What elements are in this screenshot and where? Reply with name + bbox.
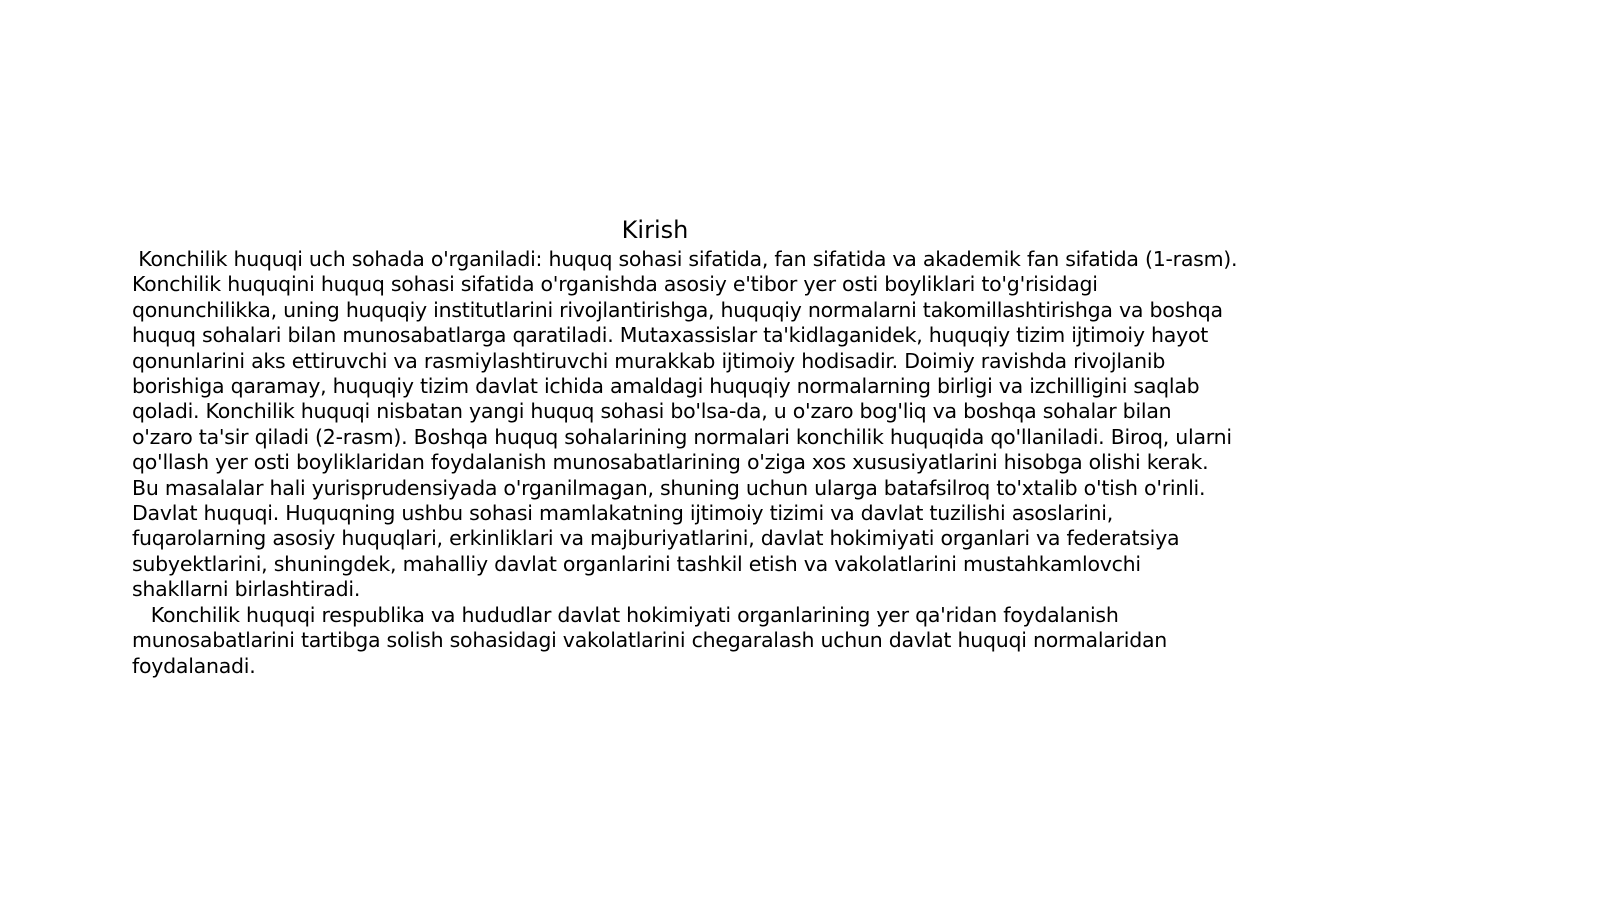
text-line: Konchilik huquqi uch sohada o'rganiladi: huquq sohasi sifatida, fan sifatida va akademik fan sifatida (1-rasm). <box>132 247 1238 271</box>
text-line: foydalanadi. <box>132 653 256 678</box>
text-line: borishiga qaramay, huquqiy tizim davlat ichida amaldagi huquqiy normalarning birligi va izchilligini saqlab <box>132 374 1200 399</box>
document-title: Kirish <box>621 216 689 244</box>
text-line: shakllarni birlashtiradi. <box>132 577 361 602</box>
text-line: subyektlarini, shuningdek, mahalliy davlat organlarini tashkil etish va vakolatlarini mustahkamlovchi <box>132 551 1141 576</box>
text-line: fuqarolarning asosiy huquqlari, erkinliklari va majburiyatlarini, davlat hokimiyati organlari va federatsiya <box>132 526 1180 551</box>
text-line: qonunlarini aks ettiruvchi va rasmiylashtiruvchi murakkab ijtimoiy hodisadir. Doimiy ravishda rivojlanib <box>132 348 1166 373</box>
text-line: Konchilik huquqi respublika va hududlar davlat hokimiyati organlarining yer qa'ridan foydalanish <box>132 602 1119 627</box>
text-line: Konchilik huquqini huquq sohasi sifatida o'rganishda asosiy e'tibor yer osti boyliklari to'g'risidagi <box>132 272 1098 297</box>
text-line: Davlat huquqi. Huquqning ushbu sohasi mamlakatning ijtimoiy tizimi va davlat tuzilishi asoslarini, <box>132 501 1113 526</box>
document-body <box>132 247 1352 679</box>
text-line: o'zaro ta'sir qiladi (2-rasm). Boshqa huquq sohalarining normalari konchilik huquqida qo'llaniladi. Biroq, ularni <box>132 424 1232 449</box>
text-line: qo'llash yer osti boyliklaridan foydalanish munosabatlarining o'ziga xos xususiyatlarini hisobga olishi kerak. <box>132 450 1209 475</box>
text-line: qoladi. Konchilik huquqi nisbatan yangi huquq sohasi bo'lsa-da, u o'zaro bog'liq va boshqa sohalar bilan <box>132 399 1172 424</box>
text-line: huquq sohalari bilan munosabatlarga qaratiladi. Mutaxassislar ta'kidlaganidek, huquqiy tizim ijtimoiy hayot <box>132 323 1209 348</box>
text-line: munosabatlarini tartibga solish sohasidagi vakolatlarini chegaralash uchun davlat huquqi normalaridan <box>132 628 1168 653</box>
text-line: qonunchilikka, uning huquqiy institutlarini rivojlantirishga, huquqiy normalarni takomillashtirishga va boshqa <box>132 297 1223 322</box>
text-line: Bu masalalar hali yurisprudensiyada o'rganilmagan, shuning uchun ularga batafsilroq to'xtalib o'tish o'rinli. <box>132 475 1206 500</box>
